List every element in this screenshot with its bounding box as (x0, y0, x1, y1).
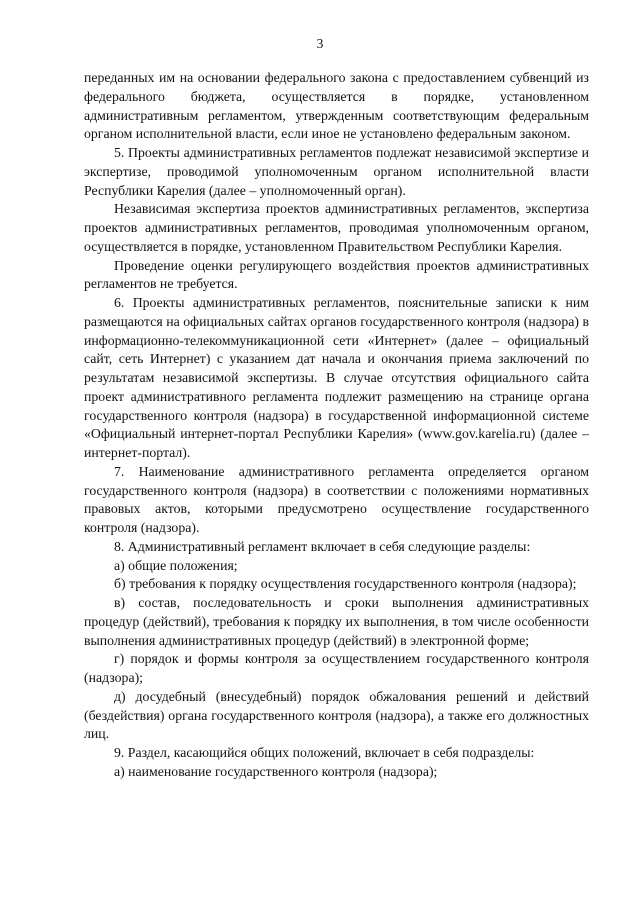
list-item-9a: а) наименование государственного контроля (надзора); (114, 763, 438, 779)
paragraph-independent-expertise: Независимая экспертиза проектов административных регламентов, экспертиза проектов административных регламентов, проводимая уполномоченным органом, осуществляется в порядке, установленном Правительством Республики Карелия. (84, 201, 589, 254)
list-item-8g: г) порядок и формы контроля за осуществлением государственного контроля (надзора); (84, 651, 589, 685)
paragraph-item-5: 5. Проекты административных регламентов подлежат независимой экспертизе и экспертизе, проводимой уполномоченным органом исполнительной власти Республики Карелия (далее – уполномоченный орган). (84, 145, 589, 198)
document-body (84, 69, 589, 782)
list-item-8v: в) состав, последовательность и сроки выполнения административных процедур (действий), требования к порядку их выполнения, в том числе особенности выполнения административных процедур (действий) в электронной форме; (84, 595, 589, 648)
page-number: 3 (316, 36, 324, 51)
paragraph-continuation: переданных им на основании федерального закона с предоставлением субвенций из федерального бюджета, осуществляется в порядке, установленном административным регламентом, утвержденным соответствующим федеральным органом исполнительной власти, если иное не установлено федеральным законом. (84, 70, 589, 142)
paragraph-item-8: 8. Административный регламент включает в себя следующие разделы: (114, 538, 531, 554)
list-item-8d: д) досудебный (внесудебный) порядок обжалования решений и действий (бездействия) органа государственного контроля (надзора), а также его должностных лиц. (84, 688, 589, 742)
paragraph-item-7: 7. Наименование административного регламента определяется органом государственного контроля (надзора) в соответствии с положениями нормативных правовых актов, которыми предусмотрено осуществление государственного контроля (надзора). (84, 463, 589, 535)
list-item-8a: а) общие положения; (114, 557, 238, 573)
paragraph-item-6: 6. Проекты административных регламентов, пояснительные записки к ним размещаются на официальных сайтах органов государственного контроля (надзора) в информационно-телекоммуникационной сети «Интернет» (далее – официальный сайт, сеть Интернет) с указанием дат начала и окончания приема заключений по результатам независимой экспертизы. В случае отсутствия официального сайта проект административного регламента подлежит размещению на странице органа государственного контроля (надзора) в государственной информационной системе «Официальный интернет-портал Республики Карелия» (www.gov.karelia.ru) (далее – интернет-портал). (84, 295, 589, 460)
list-item-8b: б) требования к порядку осуществления государственного контроля (надзора); (114, 576, 577, 592)
paragraph-regulatory-assessment: Проведение оценки регулирующего воздействия проектов административных регламентов не требуется. (84, 257, 589, 292)
paragraph-item-9: 9. Раздел, касающийся общих положений, включает в себя подразделы: (114, 745, 535, 760)
